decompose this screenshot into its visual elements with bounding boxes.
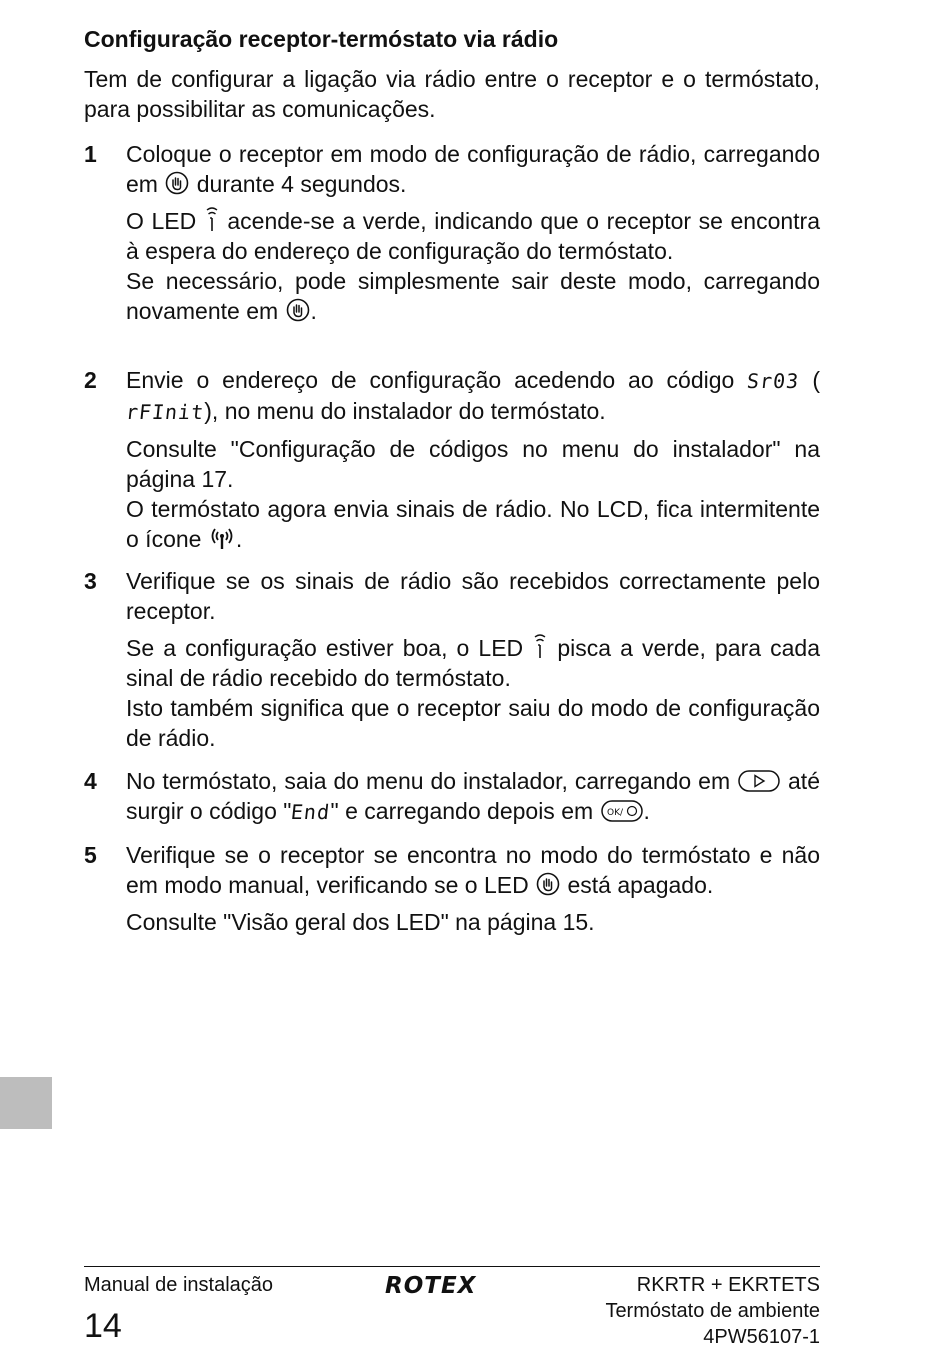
footer-doc-code: 4PW56107-1 (703, 1326, 820, 1348)
step-2-instruction: Envie o endereço de configuração acedendo ao código Sr03 (rFInit), no menu do instalador do termóstato. (126, 365, 820, 427)
ok-button-icon (601, 800, 643, 822)
lcd-code-sr03: Sr03 (745, 369, 801, 393)
step-1-instruction: Coloque o receptor em modo de configuração de rádio, carregando em durante 4 segundos. (126, 141, 820, 197)
hand-button-icon (165, 171, 189, 195)
step-number: 1 (84, 141, 97, 167)
rotex-logo: ROTEX (385, 1273, 477, 1299)
led-icon (533, 634, 547, 660)
led-icon (205, 207, 219, 233)
step-number: 5 (84, 842, 97, 868)
step-2-reference: Consulte "Configuração de códigos no menu do instalador" na página 17. (126, 436, 820, 492)
step-3-result: Se a configuração estiver boa, o LED pisca a verde, para cada sinal de rádio recebido do termóstato. (126, 635, 820, 691)
step-2-result: O termóstato agora envia sinais de rádio. No LCD, fica intermitente o ícone . (126, 496, 820, 552)
page-number: 14 (84, 1307, 122, 1345)
step-5-instruction: Verifique se o receptor se encontra no modo do termóstato e não em modo manual, verificando se o LED está apagado. (126, 842, 820, 898)
step-3-instruction: Verifique se os sinais de rádio são recebidos correctamente pelo receptor. (126, 568, 820, 624)
step-3-note: Isto também significa que o receptor saiu do modo de configuração de rádio. (126, 695, 820, 751)
step-number: 3 (84, 568, 97, 594)
step-1-note: Se necessário, pode simplesmente sair deste modo, carregando novamente em . (126, 268, 820, 324)
step-number: 4 (84, 768, 97, 794)
hand-button-icon (536, 872, 560, 896)
step-1-result: O LED acende-se a verde, indicando que o receptor se encontra à espera do endereço de configuração do termóstato. (126, 208, 820, 264)
footer-product-info (605, 1272, 820, 1350)
radio-signal-icon (209, 526, 235, 550)
step-number: 2 (84, 367, 97, 393)
lcd-code-rfinit: rFInit (124, 400, 206, 424)
step-5-reference: Consulte "Visão geral dos LED" na página 15. (126, 909, 595, 935)
lcd-code-end: End (290, 800, 332, 824)
footer-manual-label: Manual de instalação (84, 1274, 274, 1296)
step-4-instruction: No termóstato, saia do menu do instalador, carregando em até surgir o código "End" e carregando depois em . (126, 766, 820, 827)
language-tab-marker (0, 1077, 52, 1129)
section-heading: Configuração receptor-termóstato via rádio (84, 26, 559, 52)
intro-paragraph: Tem de configurar a ligação via rádio entre o receptor e o termóstato, para possibilitar as comunicações. (84, 66, 820, 122)
footer-model: RKRTR + EKRTETS (636, 1274, 820, 1296)
hand-button-icon (286, 298, 310, 322)
footer-product-name: Termóstato de ambiente (605, 1300, 820, 1322)
next-button-icon (738, 770, 780, 792)
footer-divider (84, 1266, 820, 1267)
